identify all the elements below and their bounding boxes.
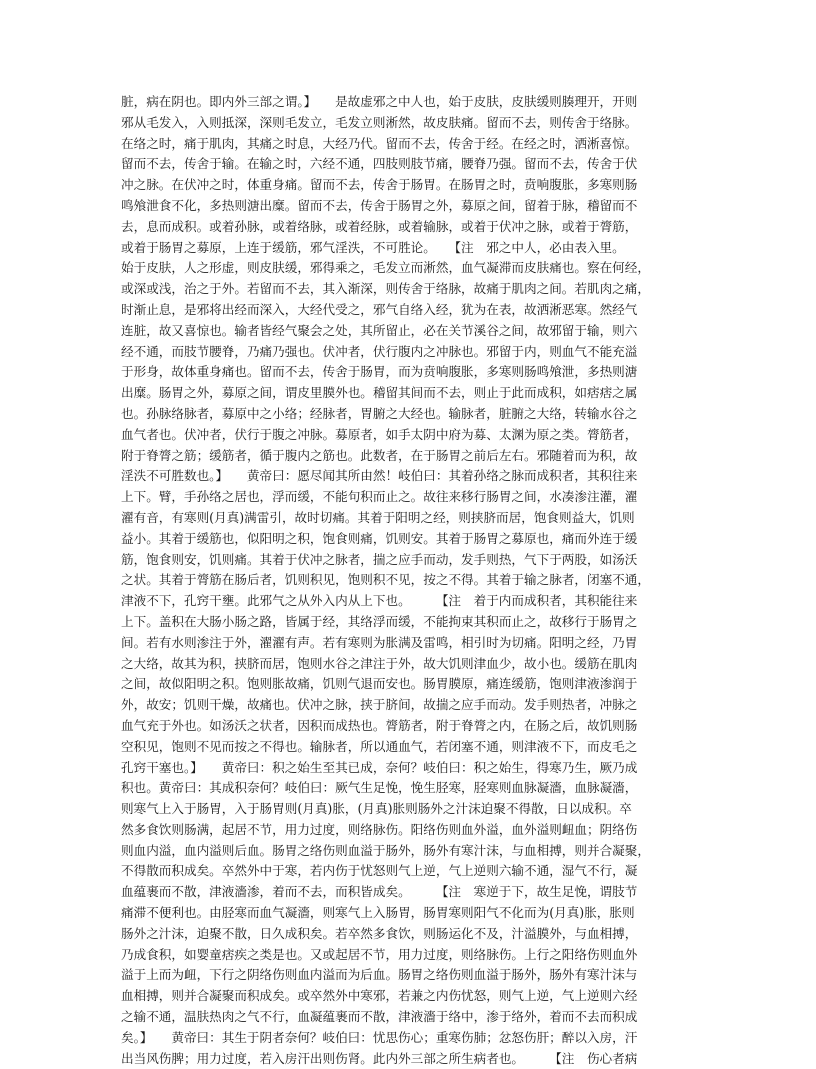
- text-line: 乃成食积，如婴童痞疾之类是也。又或起居不节，用力过度，则络脉伤。上行之阳络伤则血外: [121, 946, 638, 962]
- text-line: 在络之时，痛于肌肉，其痛之时息，大经乃代。留而不去，传舍于经。在经之时，洒淅喜惊。: [121, 135, 638, 151]
- text-line: 邪从毛发入，入则抵深，深则毛发立，毛发立则淅然，故皮肤痛。留而不去，则传舍于络脉。: [121, 114, 638, 130]
- text-line: 脏，病在阴也。即内外三部之谓。】 是故虚邪之中人也，始于皮肤，皮肤缓则腠理开，开则: [121, 94, 638, 109]
- text-line: 上下。盖积在大肠小肠之路，皆属于经，其络浮而缓，不能拘束其积而止之，故移行于肠胃之: [121, 613, 638, 629]
- text-line: 时渐止息，是邪将出经而深入，大经代受之，邪气自络入经，犹为在表，故洒淅恶寒。然经气: [121, 301, 638, 317]
- text-line: 血气者也。伏冲者，伏行于腹之冲脉。募原者，如手太阴中府为募、太渊为原之类。膂筋者，: [121, 426, 638, 442]
- text-line: 筋，饱食则安，饥则痛。其着于伏冲之脉者，揣之应手而动，发手则热，气下于两股，如汤沃: [121, 551, 638, 567]
- document-page: [121, 92, 695, 1069]
- text-line: 之输不通，温肤热肉之气不行，血凝蕴裹而不散，津液濇于络中，渗于络外，着而不去而积成: [121, 1009, 638, 1025]
- text-line: 附于脊膂之筋；缓筋者，循于腹内之筋也。此数者，在于肠胃之前后左右。邪随着而为积，故: [121, 447, 638, 463]
- text-line: 矣。】 黄帝曰：其生于阴者奈何？岐伯曰：忧思伤心；重寒伤肺；忿怒伤肝；醉以入房，汗: [121, 1029, 638, 1045]
- text-line: 溢于上而为衄，下行之阴络伤则血内溢而为后血。肠胃之络伤则血溢于肠外，肠外有寒汁沫与: [121, 967, 638, 983]
- text-line: 不得散而积成矣。卒然外中于寒，若内伤于忧怒则气上逆，气上逆则六输不通，湿气不行，凝: [121, 863, 638, 879]
- text-line: 或着于肠胃之募原，上连于缓筋，邪气淫泆，不可胜论。 【注 邪之中人，必由表入里。: [121, 239, 625, 255]
- text-line: 始于皮肤，人之形虚，则皮肤缓，邪得乘之，毛发立而淅然，血气凝滞而皮肤痛也。察在何经，: [121, 260, 650, 276]
- text-line: 上下。臂，手孙络之居也，浮而缓，不能句积而止之。故往来移行肠胃之间，水凑渗注灌，濯: [121, 489, 638, 505]
- text-line: 间。若有水则渗注于外，濯濯有声。若有寒则为胀满及雷鸣，相引时为切痛。阳明之经，乃胃: [121, 634, 638, 650]
- text-line: 连脏，故又喜惊也。输者皆经气聚会之处，其所留止，必在关节溪谷之间，故邪留于输，则六: [121, 322, 638, 338]
- text-line: 空积见，饱则不见而按之不得也。输脉者，所以通血气，若闭塞不通，则津液不下，而皮毛之: [121, 738, 638, 754]
- text-line: 之间，故似阳明之积。饱则胀故痛，饥则气退而安也。肠胃膜原，痛连缓筋，饱则津液渗润于: [121, 676, 638, 692]
- text-line: 血相搏，则并合凝聚而积成矣。或卒然外中寒邪，若兼之内伤忧怒，则气上逆，气上逆则六经: [121, 988, 638, 1004]
- text-line: 外，故安；饥则干燥，故痛也。伏冲之脉，挟于脐间，故揣之应手而动。发手则热者，冲脉之: [121, 697, 638, 713]
- text-line: 积也。黄帝曰：其成积奈何？岐伯曰：厥气生足悗，悗生胫寒，胫寒则血脉凝濇，血脉凝濇，: [121, 780, 638, 796]
- text-line: 血气充于外也。如汤沃之状者，因积而成热也。膂筋者，附于脊膂之内，在肠之后，故饥则肠: [121, 717, 638, 733]
- text-line: 血蕴裹而不散，津液濇渗，着而不去，而积皆成矣。 【注 寒逆于下，故生足悗，谓肢节: [121, 884, 638, 900]
- text-line: 经不通，而肢节腰脊，乃痛乃强也。伏冲者，伏行腹内之冲脉也。邪留于内，则血气不能充溢: [121, 343, 638, 359]
- text-line: 鸣飧泄食不化，多热则溏出糜。留而不去，传舍于肠胃之外，募原之间，留着于脉，稽留而不: [121, 197, 638, 213]
- text-line: 之状。其着于膂筋在肠后者，饥则积见，饱则积不见，按之不得。其着于输之脉者，闭塞不通，: [121, 572, 650, 588]
- text-line: 则寒气上入于肠胃，入于肠胃则(月真)胀，(月真)胀则肠外之汁沫迫聚不得散，日以成积。卒: [121, 801, 632, 817]
- text-line: 冲之脉。在伏冲之时，体重身痛。留而不去，传舍于肠胃。在肠胃之时，贲响腹胀，多寒则肠: [121, 177, 638, 193]
- text-line: 肠外之汁沫，迫聚不散，日久成积矣。若卒然多食饮，则肠运化不及，汁溢膜外，与血相搏，: [121, 925, 638, 941]
- text-line: 然多食饮则肠满，起居不节，用力过度，则络脉伤。阳络伤则血外溢，血外溢则衄血；阴络伤: [121, 821, 638, 837]
- text-line: 于形身，故体重身痛也。留而不去，传舍于肠胃，而为贲响腹胀，多寒则肠鸣飧泄，多热则溏: [121, 364, 638, 380]
- text-line: 痛滞不便利也。由胫寒而血气凝濇，则寒气上入肠胃，肠胃寒则阳气不化而为(月真)胀，胀则: [121, 905, 635, 921]
- text-line: 出当风伤脾；用力过度，若入房汗出则伤肾。此内外三部之所生病者也。 【注 伤心者病: [121, 1050, 638, 1066]
- text-line: 濯有音，有寒则(月真)满雷引，故时切痛。其着于阳明之经，则挟脐而居，饱食则益大，饥则: [121, 509, 635, 525]
- text-line: 也。孙脉络脉者，募原中之小络；经脉者，胃腑之大经也。输脉者，脏腑之大络，转输水谷之: [121, 405, 638, 421]
- text-line: 之大络，故其为积，挟脐而居，饱则水谷之津注于外，故大饥则津血少，故小也。缓筋在肌肉: [121, 655, 638, 671]
- text-line: 津液不下，孔窍干壅。此邪气之从外入内从上下也。 【注 着于内而成积者，其积能往来: [121, 593, 638, 609]
- text-line: 益小。其着于缓筋也，似阳明之积，饱食则痛，饥则安。其着于肠胃之募原也，痛而外连于缓: [121, 530, 638, 546]
- text-line: 淫泆不可胜数也。】 黄帝曰：愿尽闻其所由然！岐伯曰：其着孙络之脉而成积者，其积往来: [121, 468, 638, 484]
- text-line: 或深或浅，治之于外。若留而不去，其入渐深，则传舍于络脉，故痛于肌肉之间。若肌肉之痛，: [121, 281, 650, 297]
- text-line: 出糜。肠胃之外，募原之间，谓皮里膜外也。稽留其间而不去，则止于此而成积，如痞痞之属: [121, 385, 638, 401]
- text-line: 去，息而成积。或着孙脉，或着络脉，或着经脉，或着输脉，或着于伏冲之脉，或着于膂筋，: [121, 218, 638, 234]
- text-line: 留而不去，传舍于输。在输之时，六经不通，四肢则肢节痛，腰脊乃强。留而不去，传舍于伏: [121, 156, 638, 172]
- text-line: 孔窍干塞也。】 黄帝曰：积之始生至其已成，奈何？岐伯曰：积之始生，得寒乃生，厥乃成: [121, 759, 638, 775]
- text-line: 则血内溢，血内溢则后血。肠胃之络伤则血溢于肠外，肠外有寒汁沫，与血相搏，则并合凝聚，: [121, 842, 650, 858]
